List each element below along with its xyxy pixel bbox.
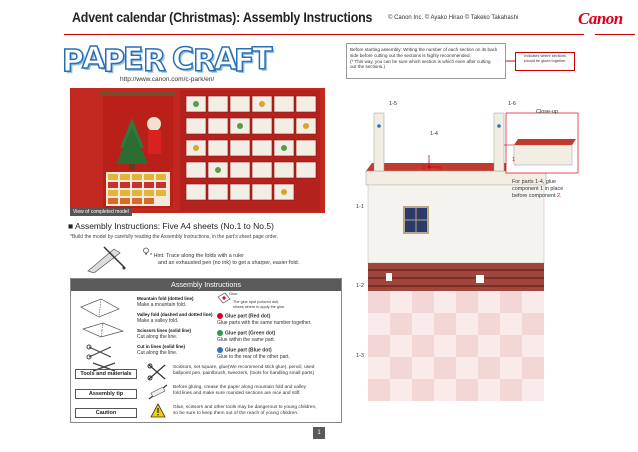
hint-text [150,253,299,267]
note-line-1: Before starting assembly: Writing the number of each section on its back [350,47,498,52]
legend-title: Cut in lines (solid line) [137,344,186,349]
part-note-line-3 [512,193,563,200]
glue-title: Glue part (Green dot) [225,330,276,337]
glue-note [233,300,285,310]
logo-letter: C [172,42,195,77]
logo-letter: R [143,44,167,79]
row-line-1: Scissors, set square, glue(We recommend stick glue), pencil, used [173,365,315,370]
glue-title: Glue part (Blue dot) [225,347,272,354]
canon-logo: Canon [578,9,623,28]
red-dot-icon [217,313,223,319]
glue-blue [217,347,290,360]
instructions-title: ■ Assembly Instructions: Five A4 sheets (No.1 to No.5) [68,221,274,231]
logo-letter: T [252,42,273,77]
assembly-heading: Assembly Instructions [71,279,341,291]
site-url[interactable]: http://www.canon.com/c-park/en/ [120,76,215,83]
note-line-4: out the sections.) [350,64,385,70]
closeup-label: Close-up [536,109,559,115]
logo-letter: F [234,44,255,79]
logo-letter: P [62,44,84,79]
part-label: 1-5 [389,101,397,107]
hint-line-1: * Hint: Trace along the folds with a ruler [150,253,245,259]
legend-text: Make a mountain fold. [137,302,187,309]
assembly-diagram [346,83,582,426]
logo-letter: E [123,42,144,77]
logo-letter: R [193,44,217,79]
hint-line-2: and an exhausted pen (no ink) to get a sharper, easier fold. [158,260,300,266]
glue-red [217,313,312,326]
part-label: 1-3 [356,353,364,359]
assembly-instructions-box [70,278,342,423]
red-note-line-1: Indicates where sections [524,54,566,58]
glue-green [217,330,275,343]
legend-text: Make a valley fold. [137,318,179,325]
header-divider [64,34,584,35]
page-title: Advent calendar (Christmas): Assembly Instructions [72,10,373,25]
row-line-2: ballpoint pen, paintbrush, tweezers, (tools for handling small parts) [173,371,315,377]
legend-scissors-line [137,328,191,340]
legend-text: Cut along the line. [137,334,178,341]
red-note-line-2: should be glued together. [523,59,567,63]
legend-title: Scissors lines (solid line) [137,328,192,333]
assembly-diagram-drawing [346,83,582,426]
part-label: 1-6 [508,101,516,107]
part-label: 1-1 [356,204,364,210]
assembly-note [346,43,506,79]
assembly-tip-text [173,385,306,398]
row-line-2: fold lines and make sure rounded sections are nice and stiff. [173,391,301,397]
marker-1: 1 [512,157,516,163]
logo-letter: A [82,41,106,76]
scissors-tools-icon [147,363,169,381]
advent-calendar-illustration [70,88,325,213]
page-header [0,0,638,40]
page-number: 1 [313,427,325,439]
part-note [512,179,563,199]
glue-indicator-note [515,52,575,71]
tip-ruler-icon [147,383,169,401]
note-line-3: (* This way, you can be sure which section is which even after cutting [350,58,491,64]
tools-materials-text [173,365,314,378]
glue-title: Glue part (Red dot) [225,313,271,320]
caution-text [173,405,316,418]
completed-model-photo [70,88,325,213]
header-divider-right [595,34,635,35]
part-label: 1-4 [430,131,438,137]
row-line-2: so be sure to keep them out of the reach of young children. [173,411,299,417]
ruler-pen-illustration [84,243,132,273]
part-note-line-2: component 1 in place [512,185,564,192]
glue-label: Glue [229,291,238,296]
green-dot-icon [217,330,223,336]
legend-title: Valley fold (dashed and dotted line) [137,312,213,317]
glue-text: Glue parts with the same number together. [217,319,312,326]
logo-letter: P [103,44,125,79]
legend-text: Cut along the line. [137,350,178,357]
part-note-num: 2. [556,192,562,199]
blue-dot-icon [217,347,223,353]
part-note-line-1: For parts 1-4, glue [512,179,557,185]
legend-valley-fold [137,312,213,324]
row-line-1: Glue, scissors and other tools may be dangerous to young children, [173,405,317,410]
marker-a: a [438,165,442,171]
copyright-text: © Canon Inc. © Ayako Hirao © Takeko Takahashi [388,15,519,21]
legend-cut-line [137,344,185,356]
part-note-text: before component [512,192,556,199]
caution-label: Caution [75,408,137,418]
legend-title: Mountain fold (dotted line) [137,296,194,301]
glue-text: Glue within the same part. [217,336,276,343]
lightbulb-icon [142,247,150,255]
assembly-tip-label: Assembly tip [75,389,137,399]
logo-letter: A [214,42,238,77]
instructions-subtitle: *Build the model by carefully reading the Assembly Instructions, in the part's sheet page order. [70,234,279,240]
glue-text: Glue to the rear of the other part. [217,353,290,360]
photo-caption: View of completed model [70,208,132,216]
legend-mountain-fold [137,296,194,308]
tools-materials-label: Tools and materials [75,369,137,379]
note-line-2: side before cutting out the sections is highly recommended. [350,52,471,58]
warning-icon [150,403,166,418]
glue-note-line-2: shows where to apply the glue. [233,305,286,309]
row-line-1: Before gluing, crease the paper along mountain fold and valley [173,385,307,390]
marker-2: 2 [422,165,426,171]
fold-cut-illustrations [79,295,131,373]
glue-note-line-1: The glue spot (colored dot) [233,300,279,304]
part-label: 1-2 [356,283,364,289]
